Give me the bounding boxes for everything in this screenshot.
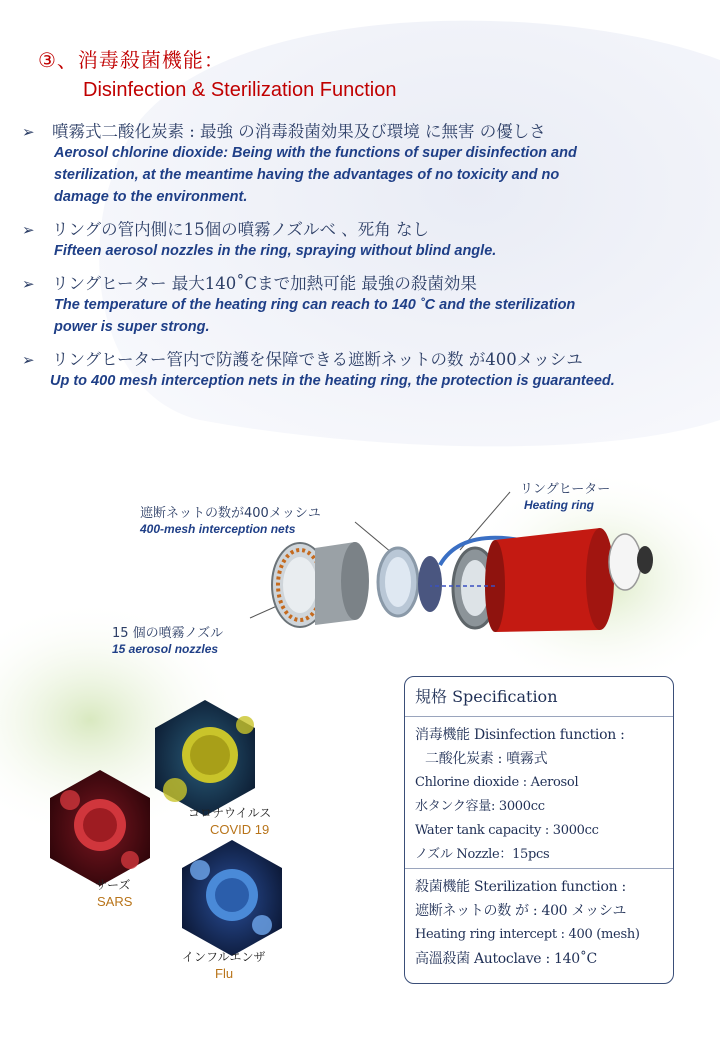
spec-line: 高溫殺菌 Autoclave : 140˚C	[415, 951, 597, 967]
spacer-ring	[418, 556, 442, 612]
spec-line: Chlorine dioxide : Aerosol	[415, 775, 579, 790]
spec-line: ノズル Nozzle：15pcs	[415, 847, 550, 862]
heading-jp: ③、消毒殺菌機能：	[38, 48, 225, 72]
arrow-bullet-icon: ➢	[22, 275, 35, 293]
motor	[637, 546, 653, 574]
virus-sars-jp: サーズ	[95, 878, 131, 892]
virus-covid-en: COVID 19	[210, 822, 270, 837]
feature-title: リングヒーター管内で防護を保障できる遮断ネットの数 が400メッシユ	[52, 350, 583, 369]
spec-line: 消毒機能 Disinfection function :	[415, 727, 625, 743]
virus-hexagons	[0, 680, 300, 1020]
spec-line: Heating ring intercept : 400 (mesh)	[415, 927, 640, 942]
spec-line: Water tank capacity : 3000cc	[415, 823, 599, 838]
feature-desc-line: Up to 400 mesh interception nets in the heating ring, the protection is guaranteed.	[50, 373, 615, 389]
feature-desc	[54, 294, 712, 338]
spec-disinfection-section	[405, 717, 673, 869]
callout-mesh-jp: 遮断ネットの数が400メッシユ	[140, 506, 321, 521]
virus-covid-jp: コロナウイルス	[188, 806, 272, 820]
virus-sars-en: SARS	[97, 894, 133, 909]
feature-desc	[54, 240, 712, 262]
sars-hexagon	[50, 770, 150, 886]
mesh-disc-center	[385, 557, 411, 607]
heating-ring-diagram	[100, 470, 700, 670]
feature-item	[22, 346, 712, 392]
arrow-bullet-icon: ➢	[22, 123, 35, 141]
feature-desc	[54, 142, 712, 208]
feature-desc-line: Fifteen aerosol nozzles in the ring, spraying without blind angle.	[54, 243, 497, 259]
flu-hexagon	[182, 840, 282, 956]
feature-title: 噴霧式二酸化炭素 : 最強 の消毒殺菌効果及び環境 に無害 の優しさ	[52, 122, 546, 141]
feature-title: リングの管内側に15個の噴霧ノズルベ 、死角 なし	[52, 220, 429, 239]
callout-nozzle-en: 15 aerosol nozzles	[112, 642, 219, 656]
feature-desc-line: Aerosol chlorine dioxide: Being with the functions of super disinfection and	[54, 145, 577, 161]
feature-title: リングヒーター 最大140˚Cまで加熱可能 最強の殺菌効果	[52, 274, 477, 293]
arrow-bullet-icon: ➢	[22, 221, 35, 239]
virus-flu-jp: インフルエンザ	[182, 950, 266, 964]
virus-images	[0, 680, 300, 1020]
spec-line: 水タンク容量: 3000cc	[415, 799, 545, 814]
spec-line: 二酸化炭素 : 噴霧式	[425, 751, 548, 767]
feature-item	[22, 270, 712, 338]
feature-desc-line: sterilization, at the meantime having the advantages of no toxicity and no	[54, 167, 560, 183]
feature-desc-line: The temperature of the heating ring can reach to 140 ˚C and the sterilization	[54, 297, 576, 313]
feature-desc-line: power is super strong.	[54, 319, 210, 335]
fan-disc	[609, 534, 641, 590]
nozzle-ring-inner	[283, 557, 317, 613]
heater-body	[495, 528, 600, 632]
housing-end	[341, 542, 369, 620]
arrow-bullet-icon: ➢	[22, 351, 35, 369]
specification-box	[404, 676, 674, 984]
callout-mesh-en: 400-mesh interception nets	[140, 522, 296, 536]
feature-item	[22, 216, 712, 262]
feature-list	[22, 118, 712, 400]
covid-hexagon	[155, 700, 255, 816]
callout-nozzle-jp: 15 個の噴霧ノズル	[112, 626, 224, 641]
heater-end	[586, 528, 614, 630]
callout-ring-en: Heating ring	[524, 498, 595, 512]
callout-ring-jp: リングヒーター	[520, 482, 611, 497]
feature-item	[22, 118, 712, 208]
clamp-ring-inner	[461, 560, 489, 616]
feature-desc-line: damage to the environment.	[54, 189, 248, 205]
spec-line: 殺菌機能 Sterilization function :	[415, 879, 626, 895]
spec-line: 遮断ネットの数 が : 400 メッシユ	[415, 903, 627, 919]
virus-flu-en: Flu	[215, 966, 234, 981]
spec-sterilization-section	[405, 869, 673, 971]
spec-title: 規格 Specification	[405, 677, 673, 717]
feature-desc	[50, 370, 712, 392]
page-heading	[38, 44, 396, 102]
heading-en: Disinfection & Sterilization Function	[83, 79, 397, 101]
